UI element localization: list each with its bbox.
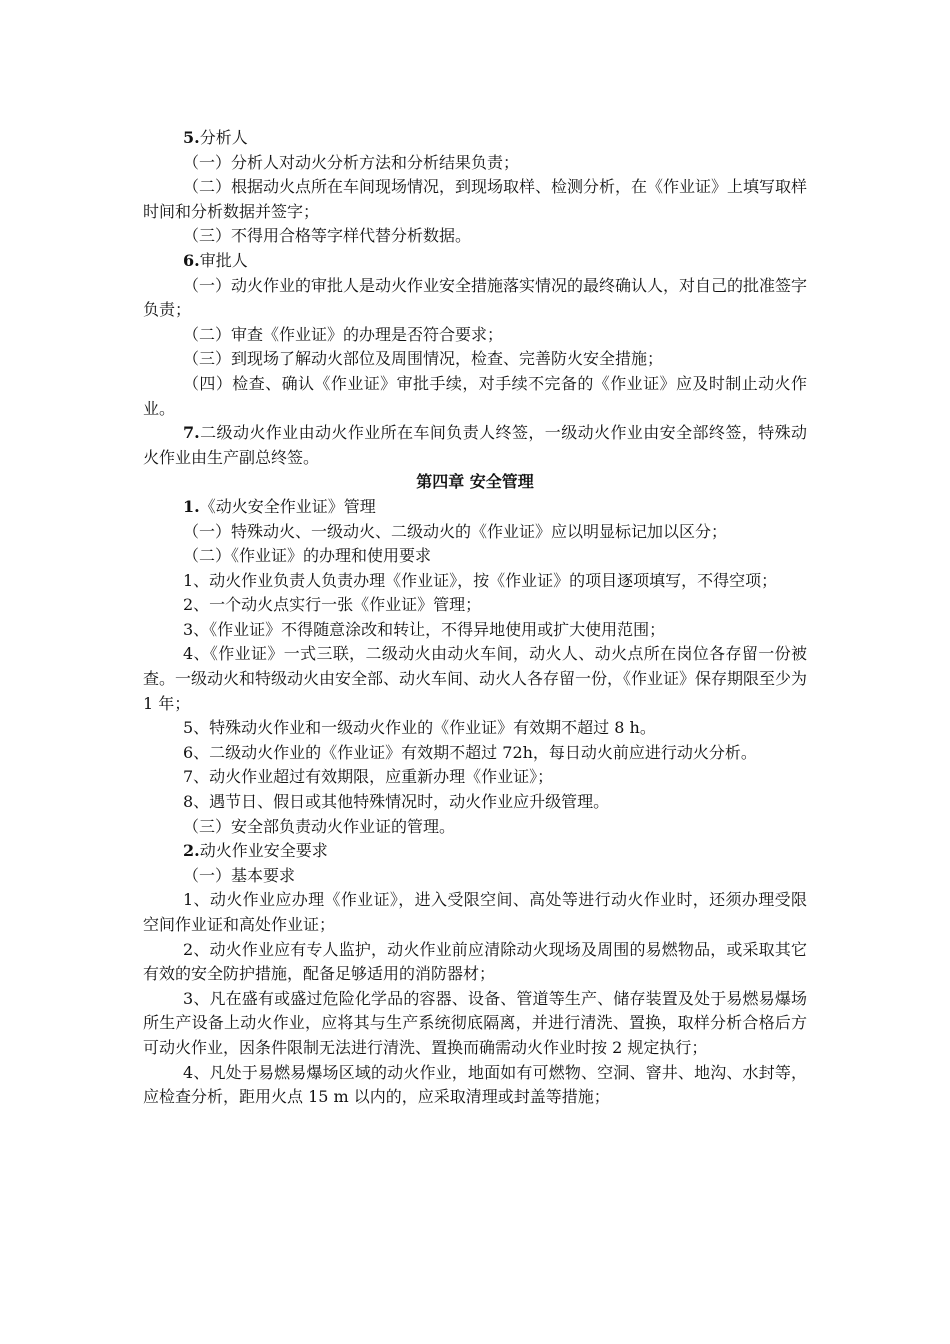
item-number: 2. xyxy=(183,841,200,861)
paragraph xyxy=(143,544,807,569)
paragraph xyxy=(143,520,807,545)
paragraph xyxy=(143,126,807,151)
paragraph-text: （二）审查《作业证》的办理是否符合要求； xyxy=(183,324,504,344)
paragraph xyxy=(143,790,807,815)
paragraph-text: （三）安全部负责动火作业证的管理。 xyxy=(183,816,456,836)
paragraph-text: （二）根据动火点所在车间现场情况，到现场取样、检测分析，在《作业证》上填写取样时间和分析数据并签字； xyxy=(143,177,808,221)
paragraph-text: 5、特殊动火作业和一级动火作业的《作业证》有效期不超过 8 h。 xyxy=(183,718,656,738)
paragraph-text: 1、动火作业负责人负责办理《作业证》，按《作业证》的项目逐项填写，不得空项； xyxy=(183,570,778,590)
paragraph-text: 2、动火作业应有专人监护，动火作业前应清除动火现场及周围的易燃物品，或采取其它有效的安全防护措施，配备足够适用的消防器材； xyxy=(143,939,807,984)
paragraph xyxy=(143,888,807,937)
paragraph xyxy=(143,716,807,741)
paragraph xyxy=(143,864,807,889)
paragraph xyxy=(143,249,807,274)
paragraph-text: （二）《作业证》的办理和使用要求 xyxy=(183,546,432,566)
item-number: 5. xyxy=(183,128,200,147)
paragraph xyxy=(143,815,807,840)
paragraph xyxy=(143,421,807,470)
paragraph xyxy=(143,987,807,1061)
document-page xyxy=(143,126,807,1110)
item-number: 7. xyxy=(183,423,200,443)
paragraph xyxy=(143,839,807,864)
paragraph-text: 3、凡在盛有或盛过危险化学品的容器、设备、管道等生产、储存装置及处于易燃易爆场所生产设备上动火作业，应将其与生产系统彻底隔离，并进行清洗、置换，取样分析合格后方可动火作业，因条件限制无法进行清洗、置换而确需动火作业时按 2 规定执行； xyxy=(143,988,807,1057)
paragraph-text: （三）不得用合格等字样代替分析数据。 xyxy=(183,226,472,246)
paragraph-text: （一）基本要求 xyxy=(183,865,296,885)
paragraph xyxy=(143,938,807,987)
paragraph xyxy=(143,323,807,348)
paragraph xyxy=(143,495,807,520)
paragraph-text: 4、《作业证》一式三联，二级动火由动火车间，动火人、动火点所在岗位各存留一份被查。一级动火和特级动火由安全部、动火车间、动火人各存留一份，《作业证》保存期限至少为 1 年； xyxy=(143,644,808,713)
paragraph xyxy=(143,593,807,618)
paragraph xyxy=(143,1061,807,1110)
section-safety-management xyxy=(143,495,807,1110)
paragraph xyxy=(143,274,807,323)
chapter-title: 第四章 安全管理 xyxy=(416,472,534,492)
paragraph-text: 4、凡处于易燃易爆场区域的动火作业，地面如有可燃物、空洞、窨井、地沟、水封等，应检查分析，距用火点 15 m 以内的，应采取清理或封盖等措施； xyxy=(143,1062,807,1107)
paragraph xyxy=(143,642,807,716)
item-number: 6. xyxy=(183,250,200,270)
section-responsibilities xyxy=(143,126,807,470)
paragraph-text: 分析人 xyxy=(199,128,248,147)
paragraph-text: （一）特殊动火、一级动火、二级动火的《作业证》应以明显标记加以区分； xyxy=(183,521,728,541)
paragraph-text: 8、遇节日、假日或其他特殊情况时，动火作业应升级管理。 xyxy=(183,792,610,812)
paragraph xyxy=(143,765,807,790)
paragraph xyxy=(143,741,807,766)
paragraph-text: 6、二级动火作业的《作业证》有效期不超过 72h，每日动火前应进行动火分析。 xyxy=(183,742,757,762)
paragraph xyxy=(143,175,807,224)
paragraph-text: 二级动火作业由动火作业所在车间负责人终签，一级动火作业由安全部终签，特殊动火作业由生产副总终签。 xyxy=(143,423,807,467)
paragraph-text: （一）分析人对动火分析方法和分析结果负责； xyxy=(183,152,520,172)
paragraph-text: 7、动火作业超过有效期限，应重新办理《作业证》； xyxy=(183,767,554,787)
paragraph xyxy=(143,224,807,249)
paragraph xyxy=(143,347,807,372)
item-number: 1. xyxy=(183,496,200,516)
paragraph xyxy=(143,618,807,643)
paragraph-text: （三）到现场了解动火部位及周围情况，检查、完善防火安全措施； xyxy=(183,349,664,369)
paragraph xyxy=(143,372,807,421)
paragraph-text: （一）动火作业的审批人是动火作业安全措施落实情况的最终确认人，对自己的批准签字负责； xyxy=(143,275,808,320)
paragraph-text: 3、《作业证》不得随意涂改和转让，不得异地使用或扩大使用范围； xyxy=(183,619,666,639)
paragraph xyxy=(143,569,807,594)
paragraph xyxy=(143,151,807,176)
paragraph-text: 动火作业安全要求 xyxy=(199,841,328,861)
paragraph-text: （四）检查、确认《作业证》审批手续，对手续不完备的《作业证》应及时制止动火作业。 xyxy=(143,373,807,418)
paragraph-text: 1、动火作业应办理《作业证》，进入受限空间、高处等进行动火作业时，还须办理受限空间作业证和高处作业证； xyxy=(143,890,807,934)
paragraph-text: 《动火安全作业证》管理 xyxy=(199,496,376,516)
paragraph-text: 审批人 xyxy=(199,250,248,270)
paragraph-text: 2、一个动火点实行一张《作业证》管理； xyxy=(183,595,482,615)
